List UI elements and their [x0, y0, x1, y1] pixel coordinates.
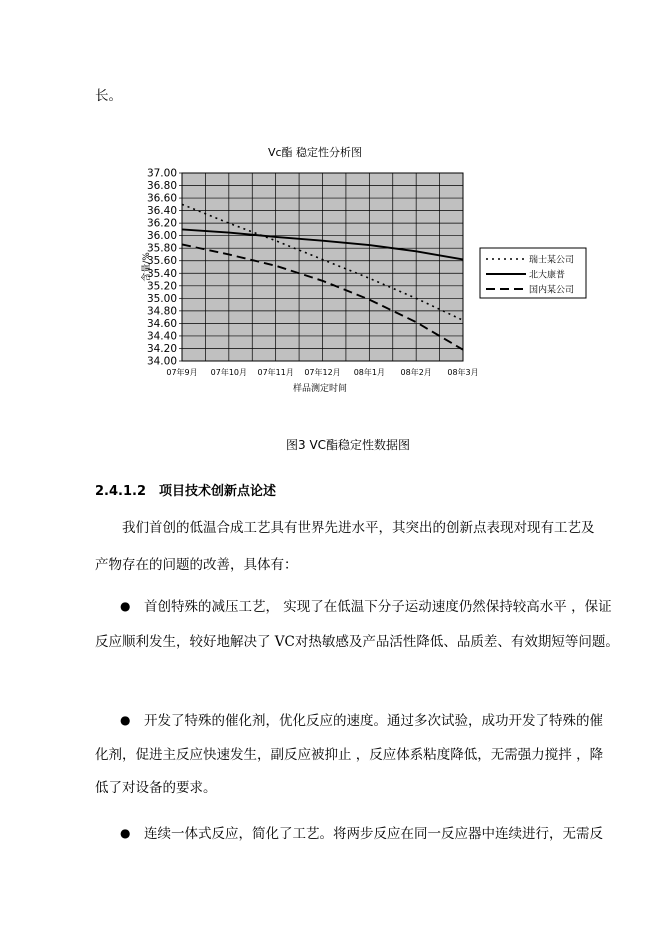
x-axis-label: 样品测定时间 — [292, 384, 348, 394]
y-tick-label: 35.40 — [146, 267, 177, 280]
bullet-2-line-2: 化剂，促进主反应快速发生，副反应被抑止 ，反应体系粘度降低，无需强力搅拌 ，降 — [95, 747, 604, 763]
bullet-2-line-1: 开发了特殊的催化剂，优化反应的速度。通过多次试验，成功开发了特殊的催 — [144, 713, 603, 729]
y-tick-label: 36.20 — [146, 217, 177, 230]
bullet-1-line-2: 反应顺利发生，较好地解决了 VC对热敏感及产品活性降低、品质差、有效期短等问题。 — [95, 634, 619, 650]
y-tick-label: 36.40 — [146, 205, 177, 218]
y-tick-label: 34.00 — [146, 355, 177, 368]
plot-area — [147, 168, 479, 378]
y-tick-label: 35.60 — [146, 255, 177, 268]
stability-chart — [130, 140, 600, 400]
y-tick-label: 37.00 — [146, 167, 177, 180]
legend — [480, 248, 586, 298]
x-tick-label: 08年2月 — [400, 368, 432, 377]
y-tick-label: 36.80 — [146, 180, 177, 193]
x-tick-label: 07年9月 — [166, 368, 198, 377]
intro-line-1: 我们首创的低温合成工艺具有世界先进水平，其突出的创新点表现对现有工艺及 — [122, 520, 595, 536]
y-tick-label: 35.00 — [146, 292, 177, 305]
x-tick-label: 08年3月 — [447, 368, 479, 377]
x-tick-label: 07年10月 — [210, 368, 248, 377]
x-tick-label: 07年12月 — [304, 368, 341, 377]
intro-line-2: 产物存在的问题的改善，具体有： — [95, 557, 298, 573]
x-tick-label: 07年11月 — [257, 368, 294, 377]
bullet-1-line-1: 首创特殊的减压工艺， 实现了在低温下分子运动速度仍然保持较高水平 ，保证 — [144, 599, 612, 615]
y-tick-label: 35.80 — [146, 242, 177, 255]
legend-label-2: 北大康普 — [529, 270, 566, 281]
bullet-dot-3: ● — [120, 826, 131, 840]
y-tick-label: 36.60 — [146, 192, 177, 205]
bullet-dot-1: ● — [120, 599, 131, 613]
y-tick-label: 34.80 — [146, 305, 177, 318]
x-tick-label: 08年1月 — [353, 368, 385, 377]
bullet-3-line-1: 连续一体式反应，简化了工艺。将两步反应在同一反应器中连续进行，无需反 — [144, 826, 603, 842]
y-axis-label: 含量/% — [142, 252, 152, 282]
y-tick-label: 35.20 — [146, 280, 177, 293]
y-tick-label: 34.40 — [146, 330, 177, 343]
figure-caption: 图3 VC酯稳定性数据图 — [286, 438, 411, 452]
legend-label-3: 国内某公司 — [529, 285, 575, 296]
top-text: 长。 — [95, 88, 122, 104]
y-tick-label: 36.00 — [146, 230, 177, 243]
y-tick-label: 34.60 — [146, 317, 177, 330]
section-heading: 2.4.1.2 项目技术创新点论述 — [95, 484, 276, 499]
legend-label-1: 瑞士某公司 — [529, 255, 575, 266]
chart-title: Vc酯 稳定性分析图 — [267, 146, 363, 159]
bullet-dot-2: ● — [120, 713, 131, 727]
bullet-2-line-3: 低了对设备的要求。 — [95, 780, 217, 796]
y-tick-label: 34.20 — [146, 342, 177, 355]
